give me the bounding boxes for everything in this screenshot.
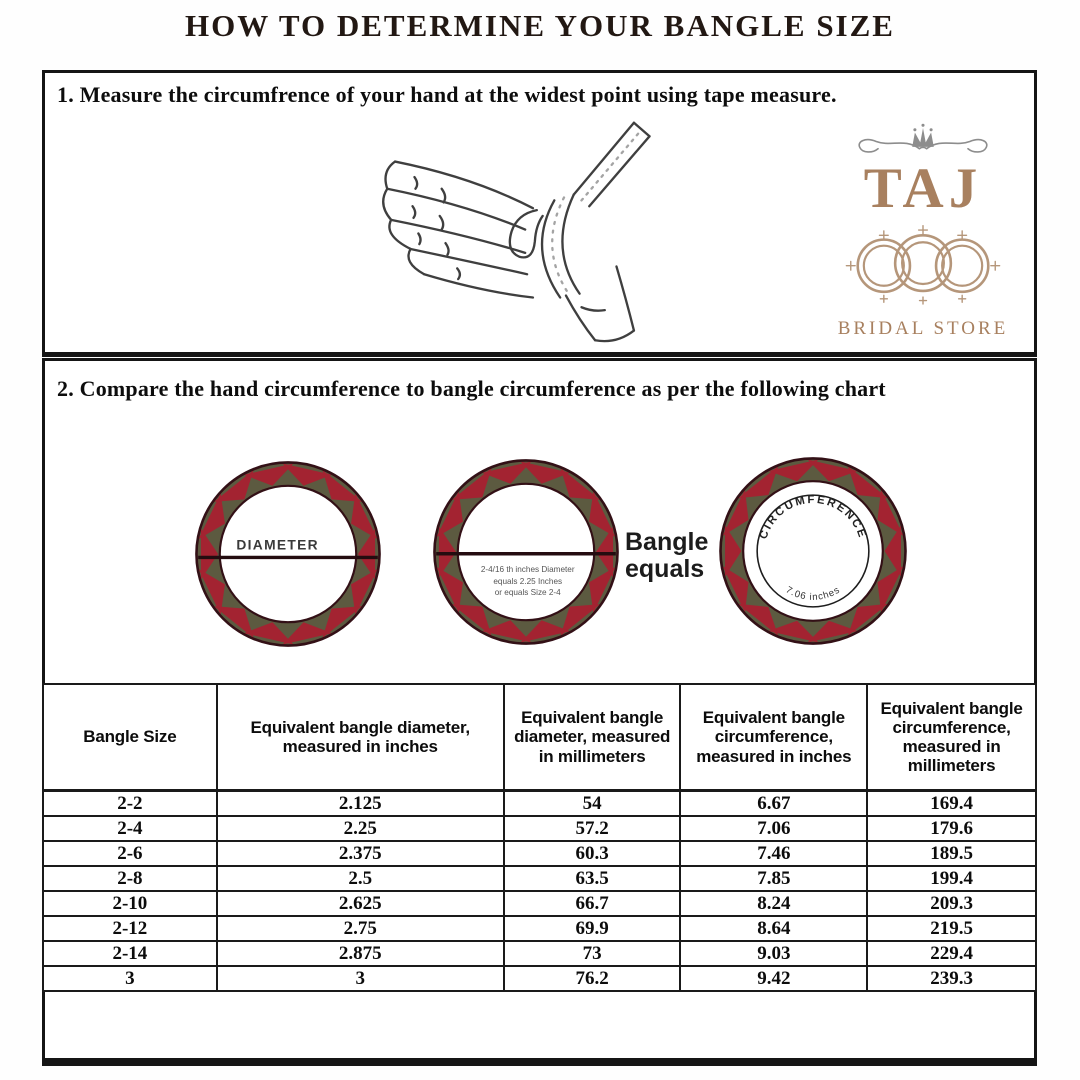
section-compare-chart <box>42 358 1037 1066</box>
table-cell: 199.4 <box>867 866 1036 891</box>
step1-heading: 1. Measure the circumfrence of your hand at the widest point using tape measure. <box>57 82 837 107</box>
circumference-label: CIRCUMFERENCE <box>757 493 869 541</box>
table-cell: 69.9 <box>504 916 681 941</box>
brand-logo <box>817 119 1029 340</box>
table-row <box>43 916 1036 941</box>
table-cell: 7.85 <box>680 866 867 891</box>
table-cell: 7.06 <box>680 816 867 841</box>
table-row <box>43 966 1036 991</box>
table-cell: 2-6 <box>43 841 217 866</box>
bangle-circumference-diagram <box>717 455 909 647</box>
table-cell: 76.2 <box>504 966 681 991</box>
table-cell: 189.5 <box>867 841 1036 866</box>
table-cell: 2.375 <box>217 841 504 866</box>
table-cell: 9.42 <box>680 966 867 991</box>
table-cell: 2.25 <box>217 816 504 841</box>
bangle-note-line1: 2-4/16 th inches Diameter <box>480 564 575 574</box>
table-row <box>43 941 1036 966</box>
page-title: HOW TO DETERMINE YOUR BANGLE SIZE <box>185 8 895 43</box>
circumference-value: 7.06 inches <box>783 584 843 603</box>
table-cell: 209.3 <box>867 891 1036 916</box>
table-cell: 63.5 <box>504 866 681 891</box>
table-cell: 57.2 <box>504 816 681 841</box>
table-cell: 2.625 <box>217 891 504 916</box>
table-cell: 2.5 <box>217 866 504 891</box>
table-cell: 2-12 <box>43 916 217 941</box>
step2-heading: 2. Compare the hand circumference to bangle circumference as per the following chart <box>57 376 886 401</box>
table-cell: 2-8 <box>43 866 217 891</box>
table-cell: 60.3 <box>504 841 681 866</box>
table-cell: 2-14 <box>43 941 217 966</box>
table-row <box>43 866 1036 891</box>
table-cell: 2-4 <box>43 816 217 841</box>
table-cell: 3 <box>217 966 504 991</box>
table-cell: 2-2 <box>43 791 217 817</box>
bangle-equals-line2: equals <box>625 555 705 583</box>
bangle-size-table <box>42 683 1037 992</box>
brand-subtitle: BRIDAL STORE <box>837 318 1009 339</box>
table-row <box>43 891 1036 916</box>
col-header-circumference-mm: Equivalent bangle circumference, measured in millimeters <box>867 684 1036 791</box>
bangle-example-diagram <box>431 457 621 647</box>
table-cell: 2.875 <box>217 941 504 966</box>
table-cell: 219.5 <box>867 916 1036 941</box>
table-cell: 7.46 <box>680 841 867 866</box>
table-row <box>43 841 1036 866</box>
table-header-row <box>43 684 1036 791</box>
section-measure-hand <box>42 70 1037 357</box>
table-cell: 3 <box>43 966 217 991</box>
col-header-bangle-size: Bangle Size <box>43 684 217 791</box>
table-cell: 8.64 <box>680 916 867 941</box>
table-cell: 2.125 <box>217 791 504 817</box>
table-cell: 179.6 <box>867 816 1036 841</box>
hand-with-tape-measure-illustration <box>327 113 667 349</box>
table-cell: 239.3 <box>867 966 1036 991</box>
table-cell: 169.4 <box>867 791 1036 817</box>
table-cell: 6.67 <box>680 791 867 817</box>
diameter-label: DIAMETER <box>236 536 319 553</box>
col-header-diameter-inches: Equivalent bangle diameter, measured in inches <box>217 684 504 791</box>
bangle-diameter-diagram <box>193 459 383 649</box>
crown-flourish-icon <box>823 119 1023 155</box>
bangle-note-line2: equals 2.25 Inches <box>493 576 563 586</box>
table-cell: 54 <box>504 791 681 817</box>
table-row <box>43 791 1036 817</box>
table-cell: 2.75 <box>217 916 504 941</box>
col-header-diameter-mm: Equivalent bangle diameter, measured in millimeters <box>504 684 681 791</box>
table-cell: 2-10 <box>43 891 217 916</box>
table-cell: 8.24 <box>680 891 867 916</box>
brand-name: TAJ <box>863 157 983 220</box>
table-cell: 9.03 <box>680 941 867 966</box>
col-header-circumference-inches: Equivalent bangle circumference, measured in inches <box>680 684 867 791</box>
table-cell: 229.4 <box>867 941 1036 966</box>
table-row <box>43 816 1036 841</box>
bangle-equals-line1: Bangle <box>625 528 709 556</box>
three-rings-icon <box>828 217 1018 311</box>
table-cell: 66.7 <box>504 891 681 916</box>
table-cell: 73 <box>504 941 681 966</box>
bangle-note-line3: or equals Size 2-4 <box>494 588 561 598</box>
